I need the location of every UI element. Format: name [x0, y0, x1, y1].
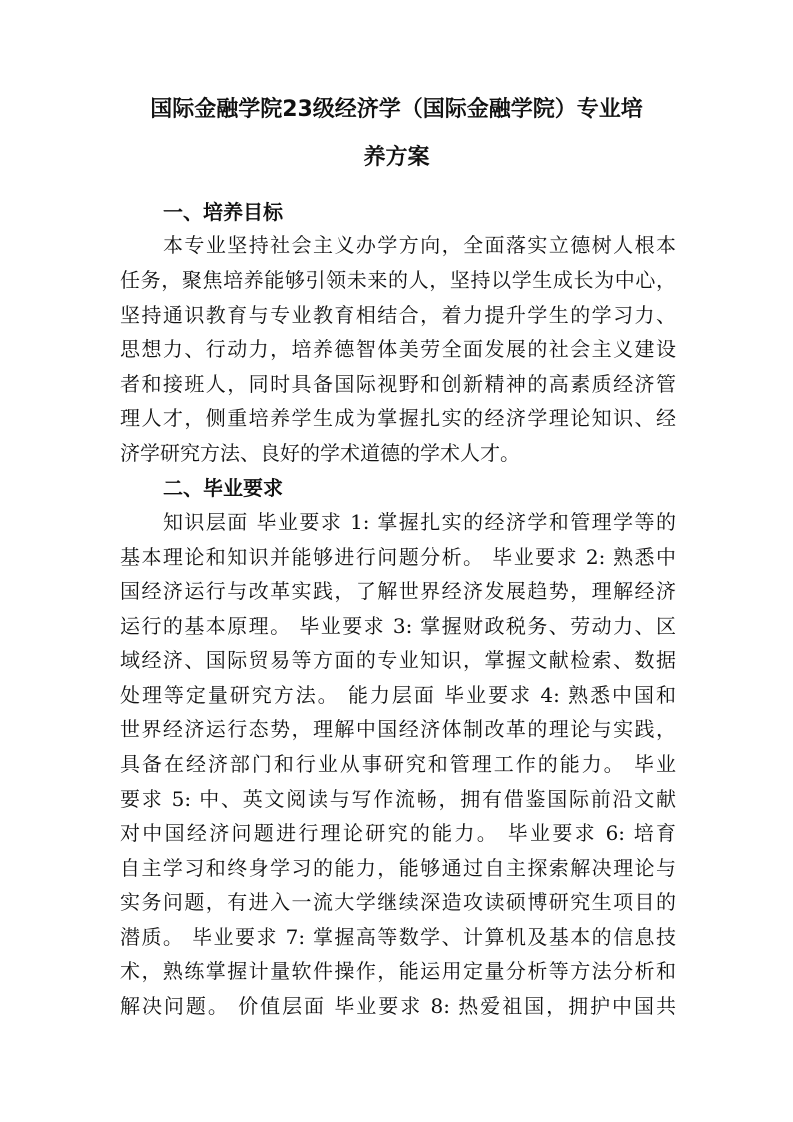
paragraph-line: 基本理论和知识并能够进行问题分析。 毕业要求 2: 熟悉中: [120, 545, 676, 569]
paragraph-line: 具备在经济部门和行业从事研究和管理工作的能力。 毕业: [120, 752, 676, 776]
paragraph-line: 自主学习和终身学习的能力，能够通过自主探索解决理论与: [120, 856, 676, 880]
paragraph-line: 本专业坚持社会主义办学方向，全面落实立德树人根本: [163, 233, 676, 257]
paragraph-line: 潜质。 毕业要求 7: 掌握高等数学、计算机及基本的信息技: [120, 925, 676, 949]
document-title-line-1: 国际金融学院23级经济学（国际金融学院）专业培: [150, 97, 643, 122]
paragraph-line: 知识层面 毕业要求 1: 掌握扎实的经济学和管理学等的: [163, 510, 676, 534]
paragraph-line: 实务问题，有进入一流大学继续深造攻读硕博研究生项目的: [120, 890, 676, 914]
paragraph-line: 任务，聚焦培养能够引领未来的人，坚持以学生成长为中心，: [120, 268, 676, 292]
section-heading-graduation-requirements: 二、毕业要求: [163, 476, 283, 500]
paragraph-line: 世界经济运行态势，理解中国经济体制改革的理论与实践，: [120, 717, 676, 741]
paragraph-line: 理人才，侧重培养学生成为掌握扎实的经济学理论知识、经: [120, 406, 676, 430]
section-heading-training-goals: 一、培养目标: [163, 200, 283, 224]
paragraph-line: 国经济运行与改革实践，了解世界经济发展趋势，理解经济: [120, 579, 676, 603]
paragraph-line: 术，熟练掌握计量软件操作，能运用定量分析等方法分析和: [120, 959, 676, 983]
paragraph-line: 对中国经济问题进行理论研究的能力。 毕业要求 6: 培育: [120, 821, 676, 845]
paragraph-line: 运行的基本原理。 毕业要求 3: 掌握财政税务、劳动力、区: [120, 614, 676, 638]
paragraph-line: 思想力、行动力，培养德智体美劳全面发展的社会主义建设: [120, 337, 676, 361]
paragraph-line: 坚持通识教育与专业教育相结合，着力提升学生的学习力、: [120, 303, 676, 327]
paragraph-line: 域经济、国际贸易等方面的专业知识，掌握文献检索、数据: [120, 648, 676, 672]
document-title-line-2: 养方案: [363, 145, 430, 170]
paragraph-line: 者和接班人，同时具备国际视野和创新精神的高素质经济管: [120, 372, 676, 396]
paragraph-line: 济学研究方法、良好的学术道德的学术人才。: [120, 441, 520, 465]
paragraph-line: 解决问题。 价值层面 毕业要求 8: 热爱祖国，拥护中国共: [120, 994, 676, 1018]
paragraph-line: 要求 5: 中、英文阅读与写作流畅，拥有借鉴国际前沿文献: [120, 787, 676, 811]
paragraph-line: 处理等定量研究方法。 能力层面 毕业要求 4: 熟悉中国和: [120, 683, 676, 707]
